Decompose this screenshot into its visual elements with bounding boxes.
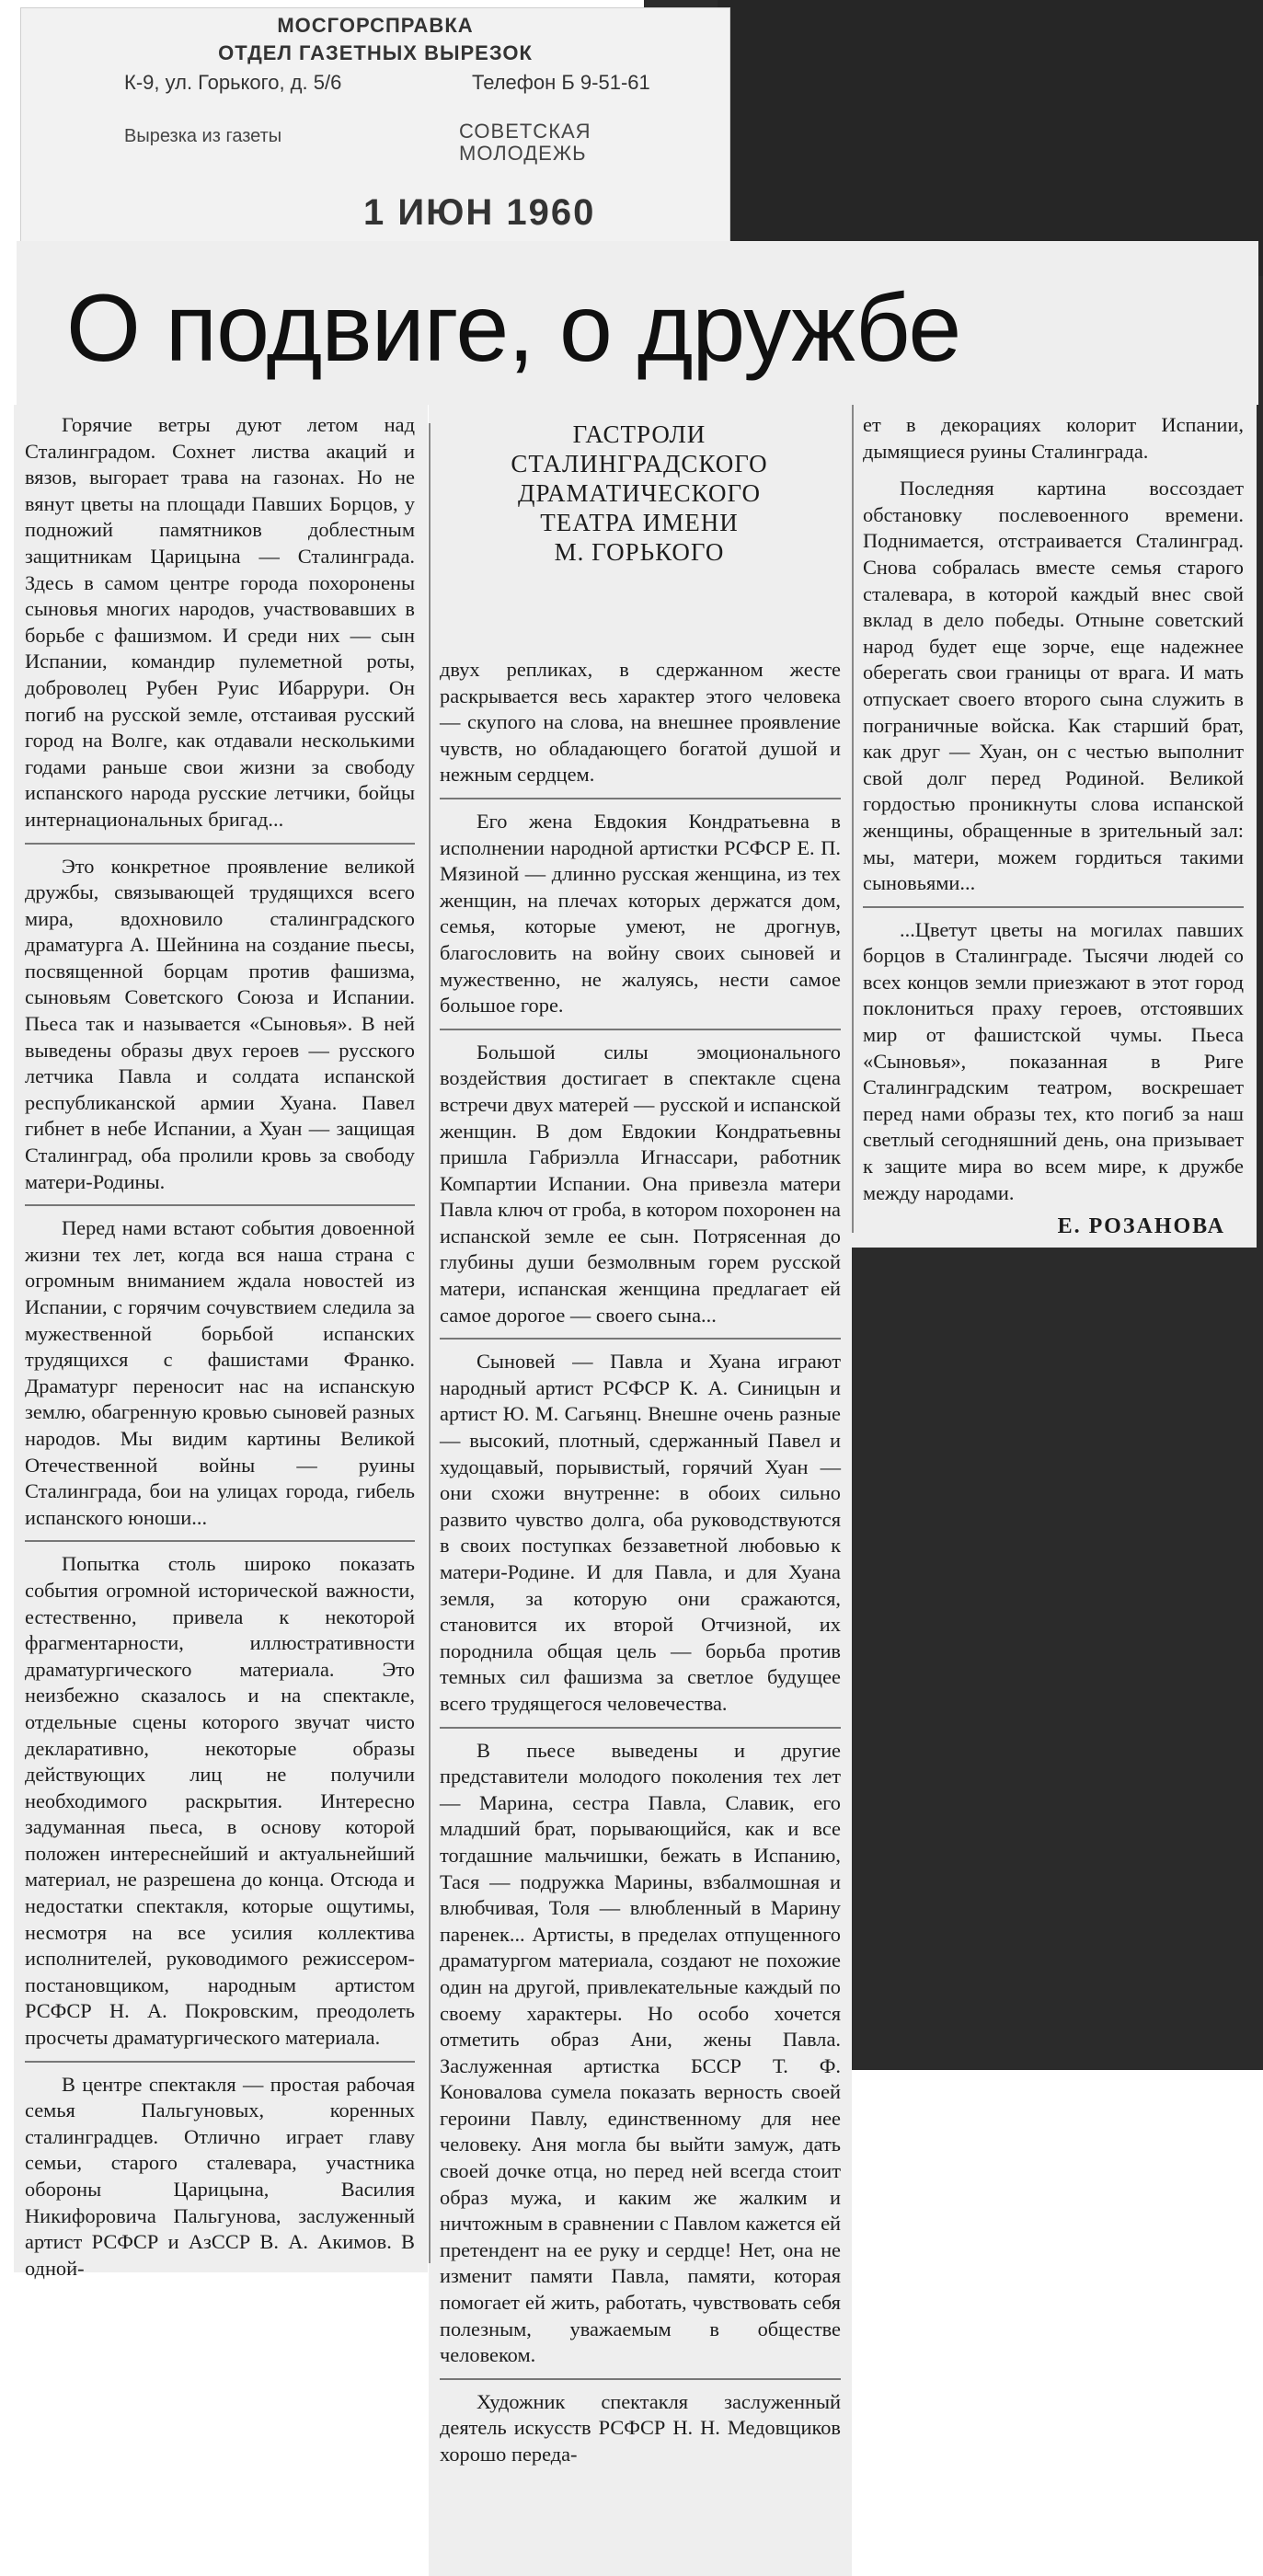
subhead-line: ТЕАТРА ИМЕНИ: [540, 509, 739, 536]
subhead-line: ДРАМАТИЧЕСКОГО: [518, 479, 761, 507]
paragraph: Художник спектакля заслуженный деятель искусств РСФСР Н. Н. Медовщиков хорошо переда-: [440, 2389, 841, 2466]
paragraph: ...Цветут цветы на могилах павших борцов в Сталинграде. Тысячи людей со всех концов земли приезжают в этот город поклониться праху героев, отстоявших мир от фашистской чумы. Пьеса «Сыновья», показанная в Риге Сталинградским театром, воскрешает перед нами образы тех, кто погиб за наш светлый сегодняшний день, она призывает к защите мира во всем мире, к дружбе между народами.: [863, 917, 1244, 1204]
agency-address: К-9, ул. Горького, д. 5/6: [124, 71, 342, 94]
column-rule: [440, 798, 841, 799]
article-column-1: [14, 405, 428, 2280]
column-rule: [25, 1540, 415, 1542]
paragraph: двух репликах, в сдержанном жесте раскрывается весь характер этого человека — скупого на слова, на внешнее проявление чувств, но обладающего богатой душой и нежным сердцем.: [440, 658, 841, 787]
author-signature: Е. РОЗАНОВА: [1057, 1214, 1225, 1239]
column-divider: [429, 423, 431, 2263]
paragraph: Большой силы эмоционального воздействия достигает в спектакле сцена встречи двух матерей — русской и испанской женщин. В дом Евдокии Кондратьевны пришла Габриэлла Игнассари, работник Компартии Испании. Она привезла матери Павла ключ от гроба, в котором похоронен на испанской земле ее сын. Потрясенная до глубины души безмолвным горем русской матери, испанская женщина предлагает ей самое дорогое — своего сына...: [440, 1040, 841, 1327]
newspaper-name-line2: МОЛОДЕЖЬ: [459, 142, 587, 165]
date-stamp: 1 ИЮН 1960: [363, 192, 596, 233]
newspaper-name-line1: СОВЕТСКАЯ: [459, 120, 591, 143]
agency-name: МОСГОРСПРАВКА: [277, 14, 474, 37]
cut-label: Вырезка из газеты: [124, 126, 282, 146]
column-rule: [25, 2061, 415, 2063]
agency-phone: Телефон Б 9-51-61: [472, 71, 650, 94]
paragraph: Сыновей — Павла и Хуана играют народный артист РСФСР К. А. Синицын и артист Ю. М. Сагьянц. Внешне очень разные — высокий, плотный, сдержанный Павел и худощавый, порывистый, горячий Хуан — они схожи внутренне: в обоих сильно развито чувство долга, оба руководствуются в своих поступках беззаветной любовью к матери-Родине. И для Павла, и для Хуана земля, за которую они сражаются, становится их второй Отчизной, их породнила общая цель — борьба против темных сил фашизма за светлое будущее всего трудящегося человечества.: [440, 1350, 841, 1715]
article-subhead: [432, 405, 846, 567]
subhead-line: ГАСТРОЛИ: [572, 420, 706, 448]
column-rule: [440, 2378, 841, 2380]
paragraph: В пьесе выведены и другие представители молодого поколения тех лет — Марина, сестра Павла, Славик, его младший брат, порывающийся, как и все тогдашние мальчишки, бежать в Испанию, Тася — подружка Марины, взбалмошная и влюбчивая, Толя — влюбленный в Марину паренек... Артисты, в пределах отпущенного драматургом материала, создают не похожие один на другой, привлекательные каждый по своему характеры. Но особо хочется отметить образ Ани, жены Павла. Заслуженная артистка БССР Т. Ф. Коновалова сумела показать верность своей героини Павлу, единственному для нее человеку. Аня могла бы выйти замуж, дать своей дочке отца, но перед ней всегда стоит образ мужа, и каким же жалким и ничтожным в сравнении с Павлом кажется ей претендент на ее руку и сердце! Нет, она не изменит памяти Павла, памяти, которая помогает ей жить, работать, чувствовать себя полезным, уважаемым в обществе человеком.: [440, 1738, 841, 2367]
article-column-2: [429, 650, 852, 2572]
column-rule: [25, 1204, 415, 1206]
paragraph: Это конкретное проявление великой дружбы, связывающей трудящихся всего мира, вдохновило сталинградского драматурга А. Шейнина на создание пьесы, посвященной борцам против фашизма, сыновьям Советского Союза и Испании. Пьеса так и называется «Сыновья». В ней выведены образы двух героев — русского летчика Павла и солдата испанской республиканской армии Хуана. Павел гибнет в небе Испании, а Хуан — защищая Сталинград, оба пролили кровь за свободу матери-Родины.: [25, 854, 415, 1193]
article-headline: О подвиге, о дружбе: [66, 275, 961, 382]
paragraph: В центре спектакля — простая рабочая семья Пальгуновых, коренных сталинградцев. Отлично играет главу семьи, старого сталевара, участника обороны Царицына, Василия Никифоровича Пальгунова, заслуженный артист РСФСР и АзССР В. А. Акимов. В одной-: [25, 2072, 415, 2280]
department-name: ОТДЕЛ ГАЗЕТНЫХ ВЫРЕЗОК: [218, 41, 533, 64]
column-rule: [863, 906, 1244, 908]
paragraph: Перед нами встают события довоенной жизни тех лет, когда вся наша страна с огромным вниманием ждала новостей из Испании, с горячим сочувствием следила за мужественной борьбой испанских трудящихся с фашистами Франко. Драматург переносит нас на испанскую землю, обагренную кровью сыновей разных народов. Мы видим картины Великой Отечественной войны — руины Сталинграда, бои на улицах города, гибель испанского юноши...: [25, 1216, 415, 1529]
column-rule: [440, 1727, 841, 1729]
subhead-line: М. ГОРЬКОГО: [554, 538, 725, 566]
paragraph: Последняя картина воссоздает обстановку послевоенного времени. Поднимается, отстраивается Сталинград. Снова собралась вместе семья старого сталевара, в которой каждый внес свой вклад в дело победы. Отныне советский народ будет еще зорче, еще надежнее оберегать свои границы от врага. И мать отпускает своего второго сына служить в пограничные войска. Как старший брат, как друг — Хуан, он с честью выполнит свой долг перед Родиной. Великой гордостью проникнуты слова испанской женщины, обращенные в зрительный зал: мы, матери, можем гордиться такими сыновьями...: [863, 477, 1244, 895]
backing-board-top: [718, 0, 1263, 276]
paragraph: Горячие ветры дуют летом над Сталинградом. Сохнет листва акаций и вязов, выгорает трава на газонах. Но не вянут цветы на площади Павших Борцов, у подножий памятников доблестным защитникам Царицына — Сталинграда. Здесь в самом центре города похоронены сыновья многих народов, участвовавших в борьбе с фашизмом. И среди них — сын Испании, командир пулеметной роты, доброволец Рубен Руис Ибаррури. Он погиб на русской земле, отстаивая русский город на Волге, как отдавали несколькими годами раньше свои жизни за свободу испанского народа русские летчики, бойцы интернациональных бригад...: [25, 413, 415, 831]
paragraph: ет в декорациях колорит Испании, дымящиеся руины Сталинграда.: [863, 413, 1244, 463]
column-rule: [25, 843, 415, 845]
column-rule: [440, 1029, 841, 1030]
article-column-3: [852, 405, 1257, 1248]
newspaper-name: [459, 121, 591, 165]
column-divider: [852, 405, 854, 1233]
subhead-line: СТАЛИНГРАДСКОГО: [511, 450, 768, 477]
paragraph: Его жена Евдокия Кондратьевна в исполнении народной артистки РСФСР Е. П. Мязиной — длинно русская женщина, из тех женщин, на плечах которых держатся дом, семья, которые умеют, не дрогнув, благословить на войну своих сыновей и мужественно, не жалуясь, нести самое большое горе.: [440, 809, 841, 1018]
paragraph: Попытка столь широко показать события огромной исторической важности, естественно, привела к некоторой фрагментарности, иллюстративности драматургического материала. Это неизбежно сказалось и на спектакле, отдельные сцены которого звучат чисто декларативно, некоторые образы действующих лиц не получили необходимого раскрытия. Интересно задуманная пьеса, в основу которой положен интереснейший и актуальнейший материал, не разрешена до конца. Отсюда и недостатки спектакля, которые ощутимы, несмотря на все усилия коллектива исполнителей, руководимого режиссером-постановщиком, народным артистом РСФСР Н. А. Покровским, преодолеть просчеты драматургического материала.: [25, 1552, 415, 2050]
column-rule: [440, 1338, 841, 1340]
